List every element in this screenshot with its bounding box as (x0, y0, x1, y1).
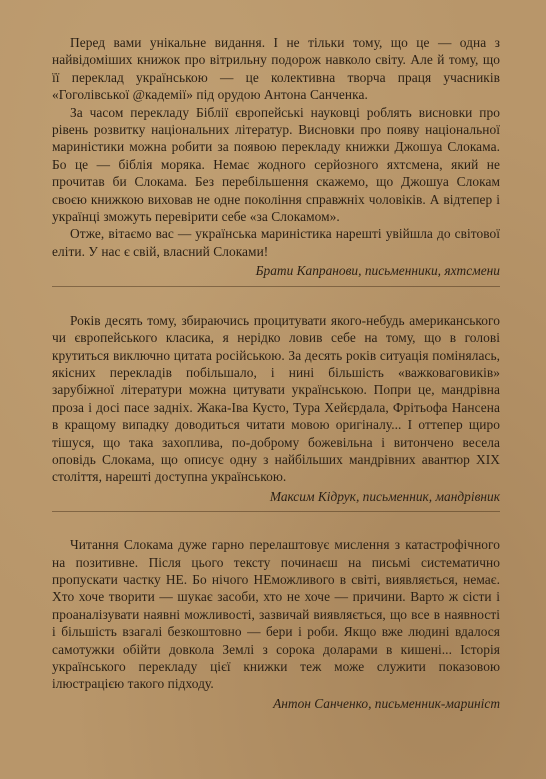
blurb-signature: Максим Кідрук, письменник, мандрівник (269, 488, 500, 504)
blurb-paragraph: Перед вами унікальне видання. І не тільки тому, що це — одна з найвідоміших книжок про вітрильну подорож навколо світу. Але й тому, що її переклад українською — це колективна творча праця учасників «Гоголівської @кадемії» під орудою Антона Санченка. (52, 35, 500, 103)
blurb-paragraph: За часом перекладу Біблії європейські науковці роблять висновки про рівень розвитку національних літератур. Висновки про появу національної мариністики можна робити за появою перекладу книжки Джошуа Слокама. Бо це — біблія моряка. Немає жодного серйозного яхтсмена, який не прочитав би Слокама. Без перебільшення скажемо, що Джошуа Слокам своєю книжкою виховав не одне покоління справжніх чоловіків. А відтепер і українці зможуть перевірити себе «за Слокамом». (52, 104, 500, 225)
blurb-kapranov (52, 34, 500, 287)
divider-line (52, 286, 500, 287)
blurb-paragraph: Років десять тому, збираючись процитувати якого-небудь американського чи європейського класика, я нерідко ловив себе на тому, що в голові крутиться виключно цитата російською. За десять років ситуація помінялась, якісних перекладів побільшало, і нині більшість «важковаговиків» зарубіжної літератури можна цитувати українською. Попри це, мандрівна проза і досі пасе задніх. Жака-Іва Кусто, Тура Хейєрдала, Фрітьофа Нансена в кращому випадку доводиться читати мовою оригіналу... І оттепер щиро тішуся, що така захоплива, по-доброму божевільна і витончено весела оповідь Слокама, що описує одну з найбільших мандрівних авантюр XIX століття, нарешті доступна українською. (52, 312, 500, 485)
blurb-signature: Брати Капранови, письменники, яхтсмени (255, 263, 500, 279)
blurb-kidruk (52, 312, 500, 512)
blurb-signature: Антон Санченко, письменник-мариніст (273, 695, 500, 711)
blurb-sanchenko (52, 536, 500, 712)
blurb-paragraph: Отже, вітаємо вас — українська мариністика нарешті увійшла до світової еліти. У нас є свій, власний Слоками! (52, 226, 500, 259)
blurb-paragraph: Читання Слокама дуже гарно перелаштовує мислення з катастрофічного на позитивне. Після цього тексту починаєш на письмі систематично пропускати частку НЕ. Бо нічого НЕможливого в світі, виявляється, немає. Хто хоче творити — шукає засоби, хто не хоче — причини. Варто ж сісти і проаналізувати наявні можливості, зазвичай виявляється, що все в наявності і більшість взагалі безкоштовно — бери і роби. Якщо вже людині вдалося самотужки обійти довкола Землі з сорока доларами в кишені... Історія українського перекладу цієї книжки теж може служити показовою ілюстрацією такого підходу. (52, 537, 500, 692)
divider-line (52, 511, 500, 512)
